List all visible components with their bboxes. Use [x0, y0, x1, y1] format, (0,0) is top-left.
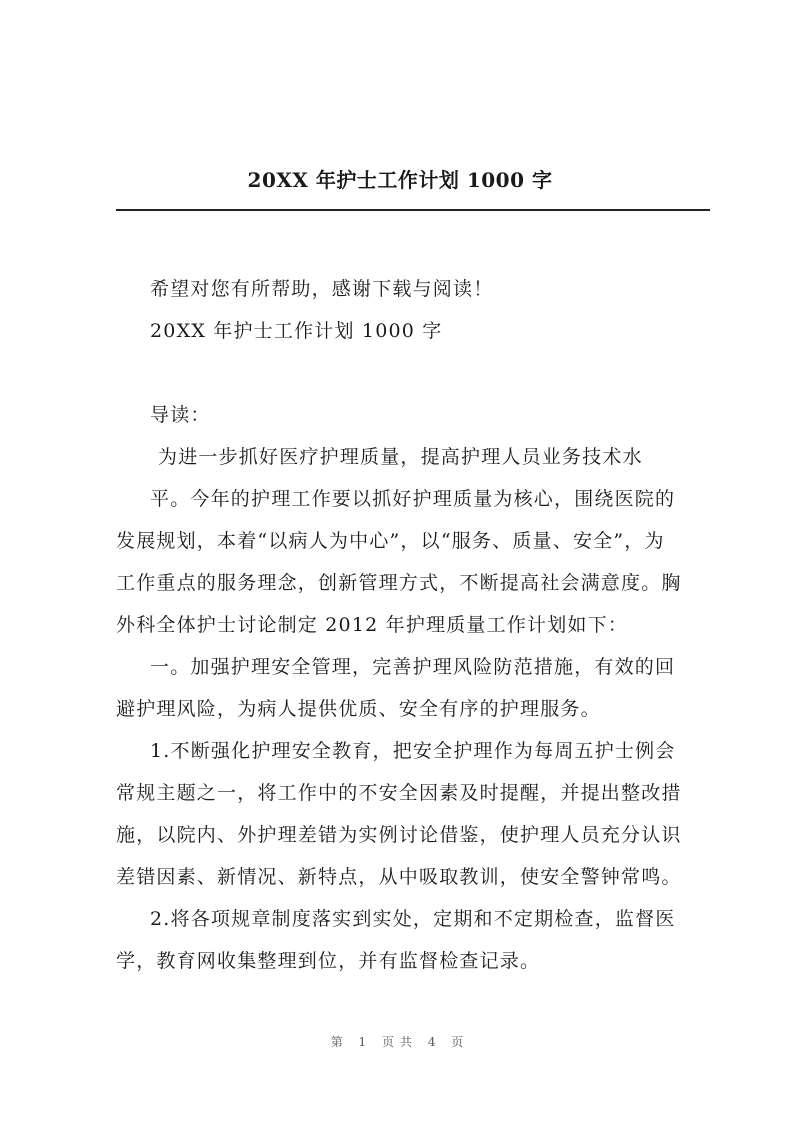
guide-label: 导读：: [150, 404, 211, 426]
paragraph-line: 学，教育网收集整理到位，并有监督检查记录。: [116, 950, 541, 972]
paragraph-line: 1.不断强化护理安全教育，把安全护理作为每周五护士例会: [150, 740, 676, 762]
paragraph-line: 平。今年的护理工作要以抓好护理质量为核心，围绕医院的: [150, 488, 676, 510]
intro-thanks: 希望对您有所帮助，感谢下载与阅读！: [150, 278, 494, 300]
paragraph-line: 避护理风险，为病人提供优质、安全有序的护理服务。: [116, 698, 601, 720]
paragraph-line: 2.将各项规章制度落实到实处，定期和不定期检查，监督医: [150, 908, 676, 930]
paragraph-line: 为进一步抓好医疗护理质量，提高护理人员业务技术水: [158, 446, 643, 468]
paragraph-line: 外科全体护士讨论制定 2012 年护理质量工作计划如下：: [116, 614, 629, 636]
document-subtitle: 20XX 年护士工作计划 1000 字: [150, 320, 443, 342]
paragraph-line: 一。加强护理安全管理，完善护理风险防范措施，有效的回: [150, 656, 676, 678]
title-divider: [116, 209, 710, 211]
document-title: 20XX 年护士工作计划 1000 字: [247, 168, 553, 192]
paragraph-line: 施，以院内、外护理差错为实例讨论借鉴，使护理人员充分认识: [116, 824, 682, 846]
page-indicator: 第 1 页共 4 页: [330, 1035, 470, 1049]
paragraph-line: 常规主题之一，将工作中的不安全因素及时提醒，并提出整改措: [116, 782, 682, 804]
paragraph-line: 差错因素、新情况、新特点，从中吸取教训，使安全警钟常鸣。: [116, 866, 682, 888]
paragraph-line: 发展规划，本着“以病人为中心”，以“服务、质量、安全”，为: [116, 530, 665, 552]
paragraph-line: 工作重点的服务理念，创新管理方式，不断提高社会满意度。胸: [116, 572, 682, 594]
